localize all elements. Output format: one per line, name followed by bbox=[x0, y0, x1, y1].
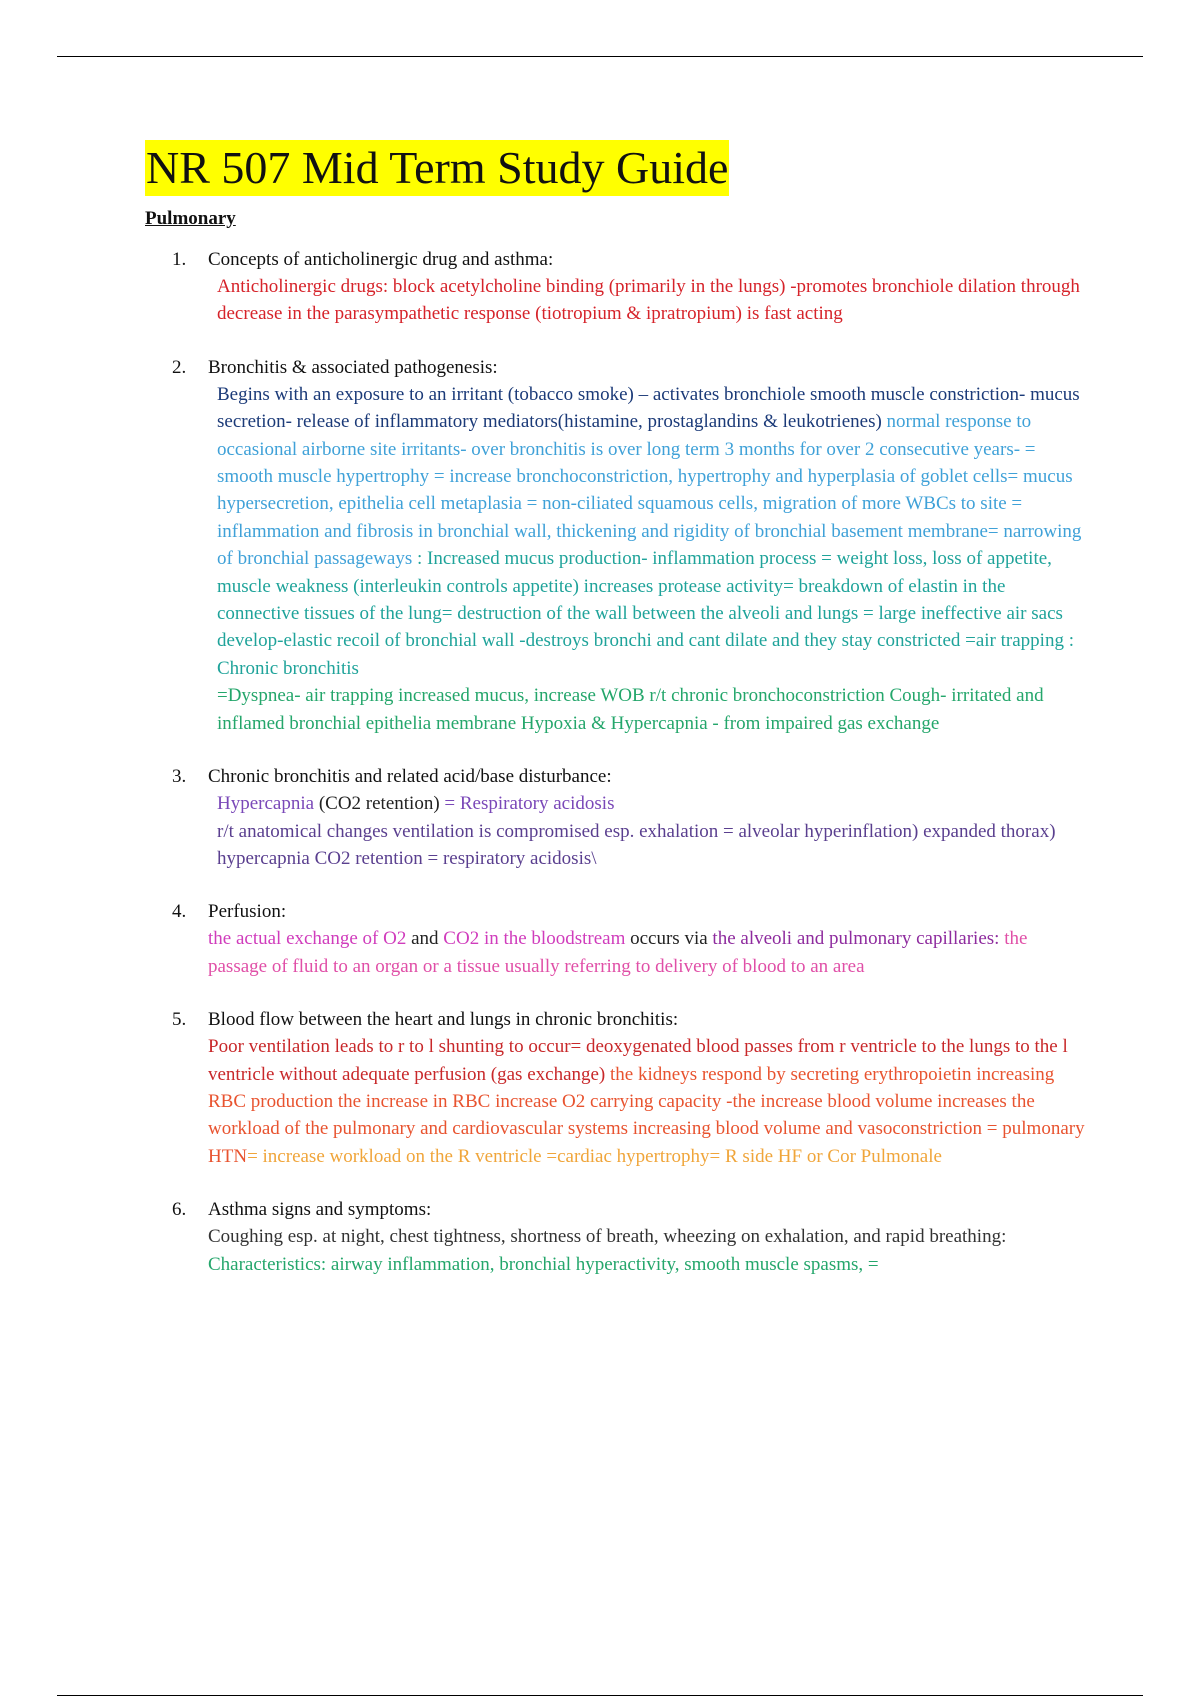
question-item bbox=[145, 898, 1085, 980]
answer-segment: Begins with an exposure to an irritant (tobacco smoke) – activates bronchiole smooth muscle constriction- mucus secretion- release of inflammatory mediators(histamine, prostaglandins & leukotrienes) bbox=[217, 383, 1080, 433]
answer-text bbox=[208, 790, 1085, 872]
question-title: Blood flow between the heart and lungs in chronic bronchitis: bbox=[208, 1009, 679, 1031]
question-number: 3. bbox=[172, 766, 187, 788]
answer-segment: =Dyspnea- air trapping increased mucus, increase WOB r/t chronic bronchoconstriction Cough- irritated and inflamed bronchial epithelia membrane Hypoxia & Hypercapnia - from impaired gas exchange bbox=[217, 685, 1044, 734]
answer-text bbox=[208, 1033, 1085, 1170]
question-item bbox=[145, 246, 1085, 328]
answer-segment: Anticholinergic drugs: block acetylcholine binding (primarily in the lungs) -promotes bronchiole dilation through decrease in the parasympathetic response (tiotropium & ipratropium) is fast acting bbox=[217, 276, 1080, 325]
question-number: 4. bbox=[172, 901, 187, 923]
header-rule bbox=[57, 56, 1143, 57]
answer-segment: the kidneys respond by secreting erythropoietin increasing RBC production the increase in RBC increase O2 carrying capacity -the increase blood volume increases the workload of the pulmonary and cardiovascular systems increasing blood volume and vasoconstriction = pulmonary HTN bbox=[208, 1063, 1085, 1167]
answer-segment: the actual exchange of O2 bbox=[208, 928, 407, 950]
question-number: 1. bbox=[172, 249, 187, 270]
answer-text bbox=[208, 273, 1085, 328]
question-number: 5. bbox=[172, 1009, 187, 1031]
answer-segment: and bbox=[406, 928, 444, 950]
question-title: Perfusion: bbox=[208, 901, 287, 923]
answer-text bbox=[208, 925, 1085, 980]
question-list bbox=[145, 246, 1085, 1278]
answer-segment: Coughing esp. at night, chest tightness, shortness of breath, wheezing on exhalation, and rapid breathing: bbox=[208, 1226, 1007, 1248]
answer-segment: normal response to occasional airborne site irritants- over bronchitis is over long term 3 months for over 2 consecutive years- = smooth muscle hypertrophy = increase bronchoconstriction, hypertrophy and hyperplasia of goblet cells= mucus hypersecretion, epithelia cell metaplasia = non-ciliated squamous cells, migration of more WBCs to site = inflammation and fibrosis in bronchial wall, thickening and rigidity of bronchial basement membrane= narrowing of bronchial passageways bbox=[217, 411, 1082, 570]
answer-text bbox=[208, 1223, 1085, 1278]
question-title: Bronchitis & associated pathogenesis: bbox=[208, 356, 498, 378]
answer-segment: = increase workload on the R ventricle =cardiac hypertrophy= R side HF or Cor Pulmonale bbox=[247, 1145, 942, 1167]
question-title: Chronic bronchitis and related acid/base disturbance: bbox=[208, 766, 612, 788]
question-item bbox=[145, 354, 1085, 737]
answer-text bbox=[208, 381, 1085, 737]
answer-segment: = Respiratory acidosis bbox=[444, 793, 615, 815]
question-number: 2. bbox=[172, 356, 187, 378]
answer-segment: Hypercapnia bbox=[217, 793, 315, 815]
document-page bbox=[145, 140, 1085, 1304]
question-item bbox=[145, 1196, 1085, 1278]
answer-segment: Poor ventilation leads to r to l shunting to occur= deoxygenated blood passes from r ventricle to the lungs to the l ventricle without adequate perfusion (gas exchange) bbox=[208, 1036, 1068, 1085]
answer-segment: r/t anatomical changes ventilation is compromised esp. exhalation = alveolar hyperinflation) expanded thorax) hypercapnia CO2 retention = respiratory acidosis\ bbox=[217, 820, 1056, 869]
answer-segment: Characteristics: airway inflammation, bronchial hyperactivity, smooth muscle spasms, = bbox=[208, 1253, 879, 1275]
question-title: Asthma signs and symptoms: bbox=[208, 1199, 432, 1221]
footer-rule bbox=[57, 1695, 1143, 1696]
document-title: NR 507 Mid Term Study Guide bbox=[145, 140, 729, 196]
question-title: Concepts of anticholinergic drug and asthma: bbox=[208, 249, 554, 270]
answer-segment: CO2 in the bloodstream bbox=[443, 928, 626, 950]
question-number: 6. bbox=[172, 1199, 187, 1221]
answer-segment: the passage of fluid to an organ or a tissue usually referring to delivery of blood to an area bbox=[208, 928, 1028, 977]
answer-segment: the alveoli and pulmonary capillaries: bbox=[712, 928, 1000, 950]
question-item bbox=[145, 763, 1085, 872]
answer-segment: : Increased mucus production- inflammation process = weight loss, loss of appetite, muscle weakness (interleukin controls appetite) increases protease activity= breakdown of elastin in the connective tissues of the lung= destruction of the wall between the alveoli and lungs = large ineffective air sacs develop-elastic recoil of bronchial wall -destroys bronchi and cant dilate and they stay constricted =air trapping : Chronic bronchitis bbox=[217, 548, 1074, 679]
section-heading-pulmonary: Pulmonary bbox=[145, 208, 236, 229]
question-item bbox=[145, 1006, 1085, 1170]
answer-segment: occurs via bbox=[625, 928, 713, 950]
answer-segment: (CO2 retention) bbox=[314, 793, 445, 815]
